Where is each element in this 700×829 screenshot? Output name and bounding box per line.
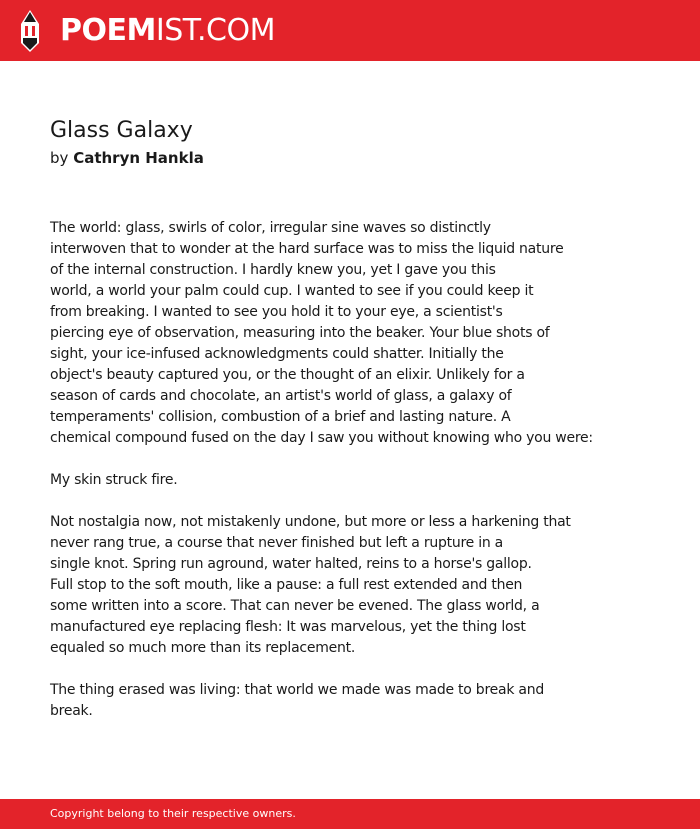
by-label: by [50, 149, 69, 167]
poem-body [50, 218, 670, 743]
poem-line: break. [50, 703, 93, 719]
poem-line: some written into a score. That can never be evened. The glass world, a [50, 598, 540, 614]
poem-line: chemical compound fused on the day I saw you without knowing who you were: [50, 430, 593, 446]
site-footer [0, 799, 700, 829]
poem-line: sight, your ice-infused acknowledgments could shatter. Initially the [50, 346, 504, 362]
poem-stanza [50, 512, 670, 659]
poem-line: object's beauty captured you, or the thought of an elixir. Unlikely for a [50, 367, 525, 383]
poem-author: Cathryn Hankla [73, 149, 204, 167]
poem-line: piercing eye of observation, measuring into the beaker. Your blue shots of [50, 325, 550, 341]
pencil-icon [18, 10, 42, 52]
poem-title: Glass Galaxy [50, 118, 193, 143]
poem-line: season of cards and chocolate, an artist's world of glass, a galaxy of [50, 388, 512, 404]
poem-byline [50, 146, 670, 170]
poem-stanza [50, 680, 670, 722]
poem-line: never rang true, a course that never finished but left a rupture in a [50, 535, 504, 551]
poem-line: of the internal construction. I hardly knew you, yet I gave you this [50, 262, 496, 278]
site-logo-link[interactable] [18, 9, 275, 53]
poem-stanza [50, 218, 670, 449]
poem-line: The world: glass, swirls of color, irregular sine waves so distinctly [50, 220, 491, 236]
poem-line: Not nostalgia now, not mistakenly undone, but more or less a harkening that [50, 514, 571, 530]
poem-stanza [50, 470, 670, 491]
poem-line: single knot. Spring run aground, water halted, reins to a horse's gallop. [50, 556, 532, 572]
logo-text-bold: POEM [60, 13, 156, 48]
poem-line: The thing erased was living: that world we made was made to break and [50, 682, 544, 698]
site-logo-text [60, 13, 275, 48]
site-header [0, 0, 700, 61]
poem-line: manufactured eye replacing flesh: It was marvelous, yet the thing lost [50, 619, 526, 635]
poem-line: from breaking. I wanted to see you hold it to your eye, a scientist's [50, 304, 503, 320]
poem-line: interwoven that to wonder at the hard surface was to miss the liquid nature [50, 241, 564, 257]
copyright-text: Copyright belong to their respective owners. [50, 807, 296, 820]
poem-line: world, a world your palm could cup. I wanted to see if you could keep it [50, 283, 534, 299]
logo-text-light: IST.COM [155, 13, 275, 48]
poem-line: equaled so much more than its replacement. [50, 640, 356, 656]
poem-line: Full stop to the soft mouth, like a pause: a full rest extended and then [50, 577, 523, 593]
poem-header [50, 116, 670, 170]
poem-line: temperaments' collision, combustion of a brief and lasting nature. A [50, 409, 511, 425]
poem-line: My skin struck fire. [50, 472, 178, 488]
